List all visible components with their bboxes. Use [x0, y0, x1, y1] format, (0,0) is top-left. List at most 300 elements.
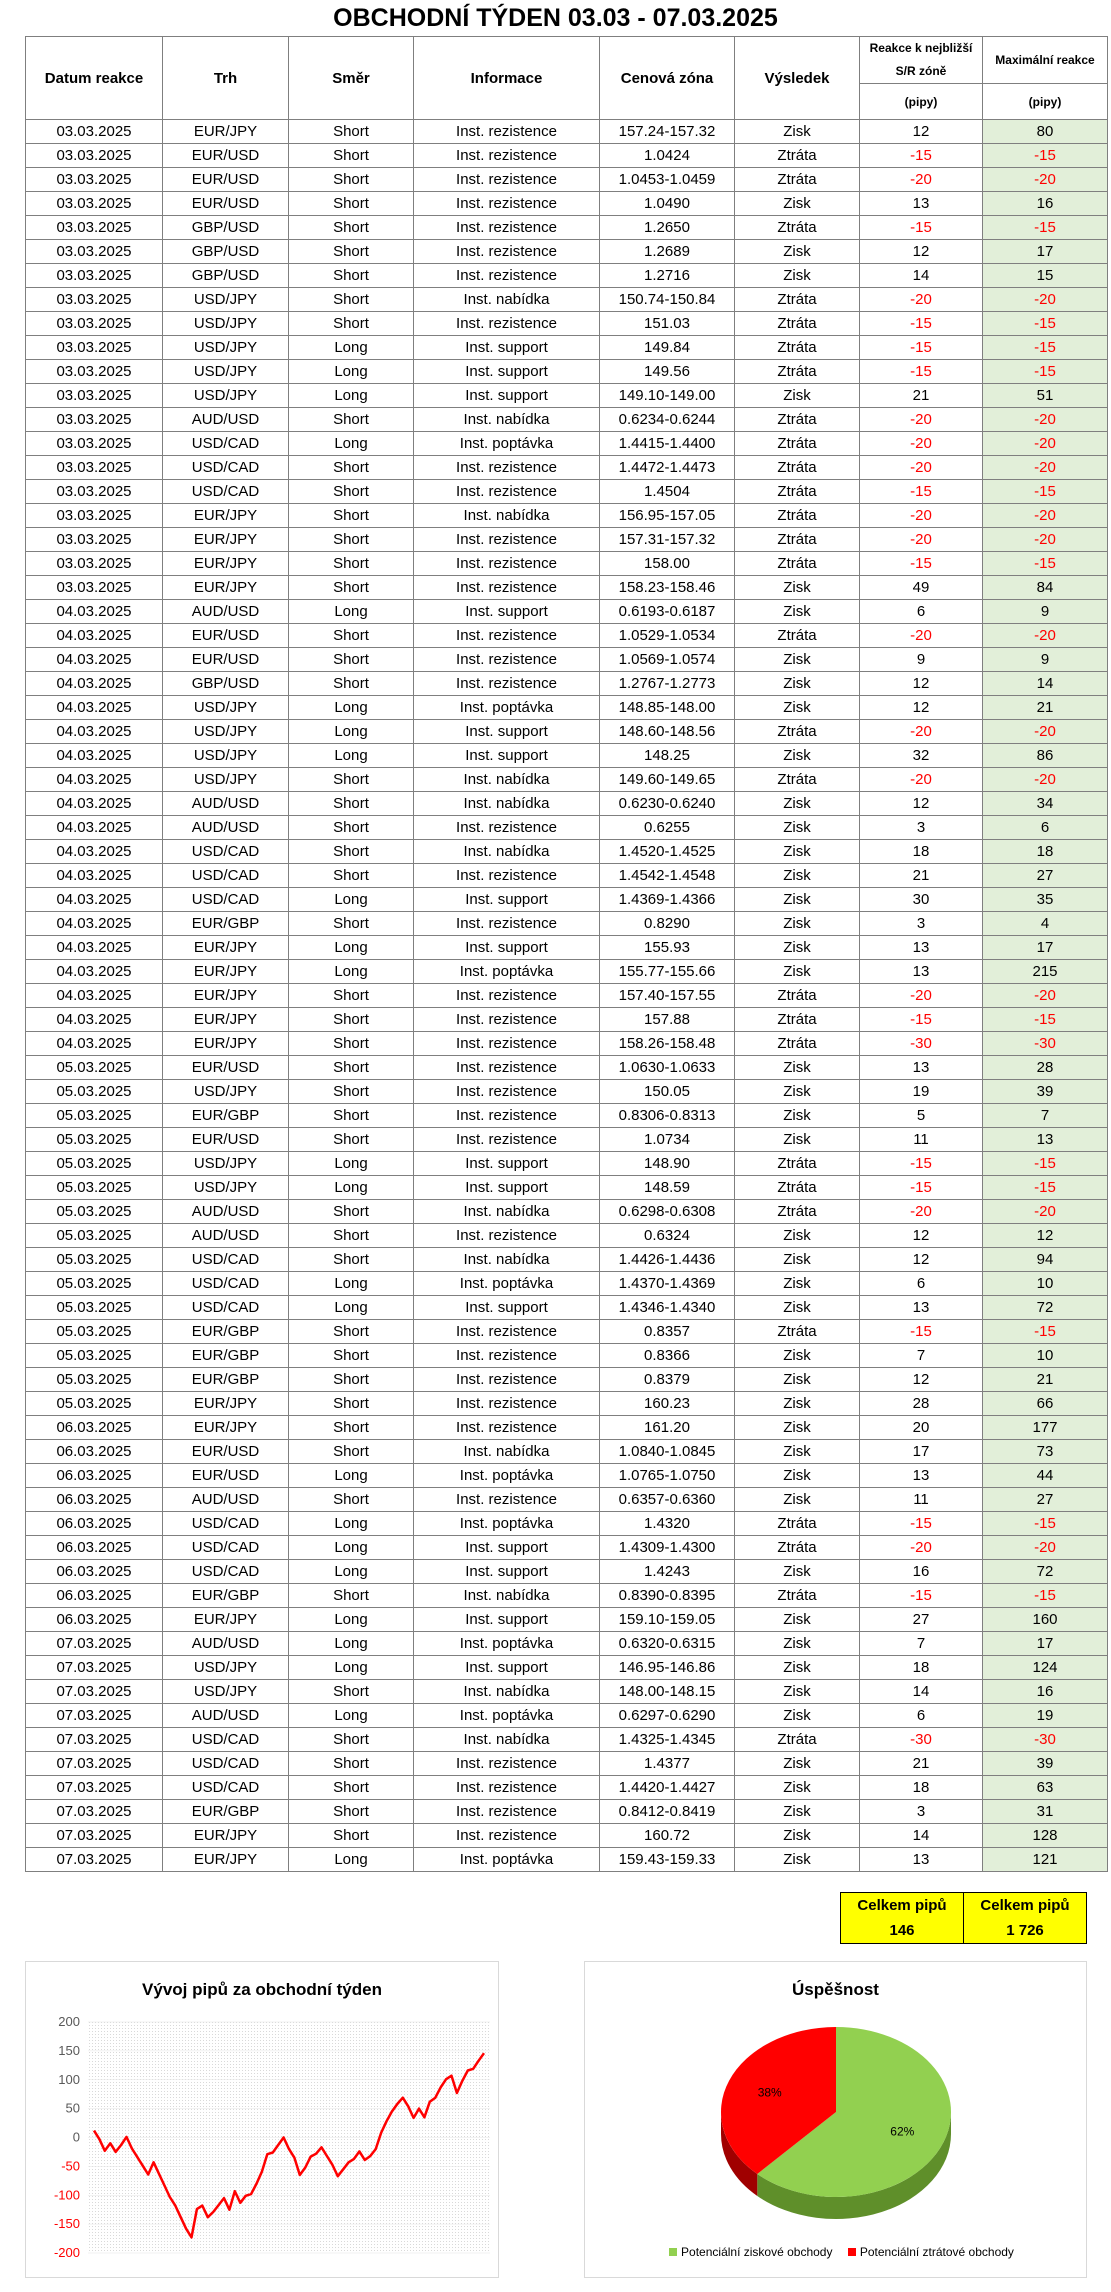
- table-row: [26, 1656, 1108, 1680]
- cell-direction: Short: [289, 840, 414, 864]
- cell-date: 04.03.2025: [26, 648, 163, 672]
- cell-date: 03.03.2025: [26, 192, 163, 216]
- cell-max: -20: [983, 1200, 1108, 1224]
- cell-direction: Long: [289, 1296, 414, 1320]
- cell-info: Inst. rezistence: [414, 816, 600, 840]
- cell-zone: 1.4415-1.4400: [600, 432, 735, 456]
- cell-reaction: 14: [860, 264, 983, 288]
- cell-result: Ztráta: [735, 1200, 860, 1224]
- cell-info: Inst. rezistence: [414, 1368, 600, 1392]
- cell-market: EUR/USD: [163, 648, 289, 672]
- total-reaction-label: Celkem pipů: [857, 1897, 947, 1914]
- cell-max: 14: [983, 672, 1108, 696]
- cell-direction: Short: [289, 1416, 414, 1440]
- table-row: [26, 696, 1108, 720]
- cell-result: Zisk: [735, 912, 860, 936]
- cell-info: Inst. nabídka: [414, 792, 600, 816]
- cell-zone: 0.6297-0.6290: [600, 1704, 735, 1728]
- cell-direction: Short: [289, 120, 414, 144]
- y-tick-label: 50: [65, 2100, 80, 2116]
- cell-date: 03.03.2025: [26, 312, 163, 336]
- cell-market: EUR/USD: [163, 144, 289, 168]
- cell-date: 03.03.2025: [26, 288, 163, 312]
- cell-market: GBP/USD: [163, 216, 289, 240]
- cell-market: USD/JPY: [163, 1080, 289, 1104]
- cell-zone: 1.4369-1.4366: [600, 888, 735, 912]
- cell-date: 05.03.2025: [26, 1320, 163, 1344]
- cell-market: USD/CAD: [163, 1728, 289, 1752]
- cell-result: Ztráta: [735, 144, 860, 168]
- cell-zone: 0.8290: [600, 912, 735, 936]
- cell-result: Zisk: [735, 1704, 860, 1728]
- cell-info: Inst. rezistence: [414, 240, 600, 264]
- cell-reaction: 13: [860, 1296, 983, 1320]
- cell-reaction: 5: [860, 1104, 983, 1128]
- cell-result: Zisk: [735, 864, 860, 888]
- cell-direction: Short: [289, 288, 414, 312]
- y-tick-label: 200: [58, 2014, 80, 2029]
- header-market: Trh: [163, 37, 289, 120]
- cell-info: Inst. support: [414, 1536, 600, 1560]
- cell-date: 03.03.2025: [26, 168, 163, 192]
- table-row: [26, 1584, 1108, 1608]
- table-row: [26, 1776, 1108, 1800]
- cell-info: Inst. nabídka: [414, 504, 600, 528]
- cell-result: Zisk: [735, 1392, 860, 1416]
- cell-direction: Short: [289, 1056, 414, 1080]
- table-row: [26, 1368, 1108, 1392]
- cell-market: AUD/USD: [163, 408, 289, 432]
- cell-market: EUR/GBP: [163, 1368, 289, 1392]
- cell-max: 19: [983, 1704, 1108, 1728]
- cell-reaction: 9: [860, 648, 983, 672]
- cell-max: -20: [983, 456, 1108, 480]
- cell-result: Ztráta: [735, 1032, 860, 1056]
- cell-info: Inst. support: [414, 1608, 600, 1632]
- header-max-unit: (pipy): [983, 84, 1108, 120]
- cell-result: Ztráta: [735, 984, 860, 1008]
- cell-reaction: 13: [860, 960, 983, 984]
- cell-reaction: 12: [860, 1368, 983, 1392]
- cell-reaction: -20: [860, 1200, 983, 1224]
- cell-max: -20: [983, 768, 1108, 792]
- cell-info: Inst. poptávka: [414, 432, 600, 456]
- cell-result: Zisk: [735, 1416, 860, 1440]
- cell-reaction: 27: [860, 1608, 983, 1632]
- cell-market: USD/CAD: [163, 480, 289, 504]
- cell-result: Zisk: [735, 1344, 860, 1368]
- cell-reaction: 28: [860, 1392, 983, 1416]
- y-tick-label: -50: [61, 2158, 80, 2174]
- cell-info: Inst. support: [414, 360, 600, 384]
- cell-direction: Short: [289, 552, 414, 576]
- cell-market: USD/JPY: [163, 384, 289, 408]
- cell-date: 07.03.2025: [26, 1776, 163, 1800]
- cell-reaction: -15: [860, 216, 983, 240]
- cell-max: 27: [983, 1488, 1108, 1512]
- cell-reaction: -15: [860, 336, 983, 360]
- cell-date: 03.03.2025: [26, 432, 163, 456]
- cell-zone: 148.85-148.00: [600, 696, 735, 720]
- cell-market: GBP/USD: [163, 672, 289, 696]
- cell-result: Zisk: [735, 1440, 860, 1464]
- cell-date: 03.03.2025: [26, 528, 163, 552]
- cell-market: EUR/GBP: [163, 1344, 289, 1368]
- cell-reaction: 14: [860, 1824, 983, 1848]
- total-max-value: 1 726: [1006, 1922, 1044, 1939]
- cell-market: EUR/USD: [163, 168, 289, 192]
- cell-direction: Short: [289, 1344, 414, 1368]
- cell-info: Inst. rezistence: [414, 312, 600, 336]
- cell-max: 9: [983, 648, 1108, 672]
- cell-zone: 0.6298-0.6308: [600, 1200, 735, 1224]
- cell-info: Inst. support: [414, 744, 600, 768]
- cell-max: -15: [983, 480, 1108, 504]
- cell-result: Zisk: [735, 576, 860, 600]
- cell-reaction: -20: [860, 720, 983, 744]
- cell-reaction: 32: [860, 744, 983, 768]
- cell-zone: 0.8390-0.8395: [600, 1584, 735, 1608]
- table-row: [26, 1536, 1108, 1560]
- cell-zone: 1.0765-1.0750: [600, 1464, 735, 1488]
- cell-max: -20: [983, 288, 1108, 312]
- cell-max: 15: [983, 264, 1108, 288]
- cell-result: Ztráta: [735, 312, 860, 336]
- cell-direction: Short: [289, 864, 414, 888]
- cell-max: 10: [983, 1272, 1108, 1296]
- cell-max: 17: [983, 240, 1108, 264]
- cell-date: 04.03.2025: [26, 720, 163, 744]
- cell-reaction: 7: [860, 1632, 983, 1656]
- trade-table: [25, 36, 1108, 1872]
- cell-result: Zisk: [735, 192, 860, 216]
- y-tick-label: -100: [53, 2187, 80, 2203]
- cell-result: Ztráta: [735, 480, 860, 504]
- cell-result: Zisk: [735, 696, 860, 720]
- cell-max: -15: [983, 336, 1108, 360]
- table-row: [26, 480, 1108, 504]
- cell-max: 44: [983, 1464, 1108, 1488]
- cell-max: 21: [983, 1368, 1108, 1392]
- cell-result: Zisk: [735, 120, 860, 144]
- cell-market: EUR/JPY: [163, 120, 289, 144]
- cell-max: 4: [983, 912, 1108, 936]
- cell-zone: 155.77-155.66: [600, 960, 735, 984]
- cell-market: USD/CAD: [163, 1776, 289, 1800]
- cell-info: Inst. rezistence: [414, 1800, 600, 1824]
- cell-info: Inst. rezistence: [414, 1104, 600, 1128]
- cell-info: Inst. nabídka: [414, 1248, 600, 1272]
- cell-date: 04.03.2025: [26, 960, 163, 984]
- table-row: [26, 552, 1108, 576]
- table-row: [26, 816, 1108, 840]
- cell-date: 05.03.2025: [26, 1392, 163, 1416]
- cell-market: USD/JPY: [163, 312, 289, 336]
- cell-direction: Short: [289, 1440, 414, 1464]
- cell-date: 03.03.2025: [26, 120, 163, 144]
- total-max-box: [963, 1892, 1087, 1944]
- table-row: [26, 528, 1108, 552]
- cell-result: Zisk: [735, 1272, 860, 1296]
- cell-result: Zisk: [735, 1080, 860, 1104]
- cell-result: Ztráta: [735, 1512, 860, 1536]
- cell-market: EUR/JPY: [163, 1608, 289, 1632]
- cell-result: Zisk: [735, 240, 860, 264]
- table-row: [26, 1224, 1108, 1248]
- cell-max: 63: [983, 1776, 1108, 1800]
- cell-max: 16: [983, 192, 1108, 216]
- table-row: [26, 1008, 1108, 1032]
- cell-result: Ztráta: [735, 1008, 860, 1032]
- cell-direction: Short: [289, 1320, 414, 1344]
- cell-market: EUR/JPY: [163, 504, 289, 528]
- table-row: [26, 1512, 1108, 1536]
- cell-max: 17: [983, 1632, 1108, 1656]
- cell-date: 05.03.2025: [26, 1344, 163, 1368]
- cell-direction: Short: [289, 1080, 414, 1104]
- cell-result: Ztráta: [735, 1152, 860, 1176]
- cell-max: 10: [983, 1344, 1108, 1368]
- cell-info: Inst. rezistence: [414, 528, 600, 552]
- cell-date: 06.03.2025: [26, 1416, 163, 1440]
- cell-info: Inst. rezistence: [414, 1320, 600, 1344]
- cell-result: Zisk: [735, 1632, 860, 1656]
- cell-direction: Short: [289, 1824, 414, 1848]
- cell-info: Inst. rezistence: [414, 624, 600, 648]
- cell-market: USD/CAD: [163, 1512, 289, 1536]
- cell-market: AUD/USD: [163, 600, 289, 624]
- cell-reaction: 3: [860, 816, 983, 840]
- cell-info: Inst. rezistence: [414, 984, 600, 1008]
- cell-date: 03.03.2025: [26, 408, 163, 432]
- cell-date: 03.03.2025: [26, 480, 163, 504]
- cell-reaction: -15: [860, 1176, 983, 1200]
- cell-max: 17: [983, 936, 1108, 960]
- pie-chart-panel: [584, 1961, 1087, 2278]
- cell-max: 94: [983, 1248, 1108, 1272]
- table-row: [26, 1128, 1108, 1152]
- cell-date: 05.03.2025: [26, 1128, 163, 1152]
- cell-zone: 1.4370-1.4369: [600, 1272, 735, 1296]
- cell-info: Inst. rezistence: [414, 1824, 600, 1848]
- cell-max: 215: [983, 960, 1108, 984]
- cell-direction: Long: [289, 432, 414, 456]
- legend-label-loss: Potenciální ztrátové obchody: [859, 2245, 1014, 2259]
- line-chart-panel: [25, 1961, 499, 2278]
- header-direction: Směr: [289, 37, 414, 120]
- table-row: [26, 1080, 1108, 1104]
- cell-max: -15: [983, 1176, 1108, 1200]
- cell-zone: 1.0569-1.0574: [600, 648, 735, 672]
- cell-max: 12: [983, 1224, 1108, 1248]
- legend-swatch-loss: [848, 2248, 856, 2256]
- cell-zone: 148.25: [600, 744, 735, 768]
- cell-max: 73: [983, 1440, 1108, 1464]
- cell-info: Inst. nabídka: [414, 1200, 600, 1224]
- cell-zone: 148.59: [600, 1176, 735, 1200]
- cell-result: Zisk: [735, 1560, 860, 1584]
- cell-max: 6: [983, 816, 1108, 840]
- cell-direction: Long: [289, 1632, 414, 1656]
- cell-date: 06.03.2025: [26, 1440, 163, 1464]
- table-row: [26, 720, 1108, 744]
- table-row: [26, 1464, 1108, 1488]
- cell-result: Ztráta: [735, 408, 860, 432]
- cell-zone: 0.6324: [600, 1224, 735, 1248]
- cell-date: 06.03.2025: [26, 1488, 163, 1512]
- cell-date: 06.03.2025: [26, 1512, 163, 1536]
- cell-info: Inst. nabídka: [414, 1680, 600, 1704]
- table-row: [26, 120, 1108, 144]
- cell-info: Inst. rezistence: [414, 576, 600, 600]
- cell-zone: 148.90: [600, 1152, 735, 1176]
- cell-direction: Long: [289, 1560, 414, 1584]
- cell-zone: 1.0453-1.0459: [600, 168, 735, 192]
- cell-date: 03.03.2025: [26, 456, 163, 480]
- table-row: [26, 432, 1108, 456]
- cell-zone: 0.6357-0.6360: [600, 1488, 735, 1512]
- table-row: [26, 1344, 1108, 1368]
- cell-max: 72: [983, 1296, 1108, 1320]
- table-row: [26, 240, 1108, 264]
- table-row: [26, 1440, 1108, 1464]
- cell-direction: Short: [289, 1128, 414, 1152]
- cell-result: Zisk: [735, 1368, 860, 1392]
- table-row: [26, 600, 1108, 624]
- cell-result: Ztráta: [735, 720, 860, 744]
- cell-market: EUR/JPY: [163, 1032, 289, 1056]
- table-row: [26, 1608, 1108, 1632]
- cell-reaction: -15: [860, 1512, 983, 1536]
- cell-market: AUD/USD: [163, 1704, 289, 1728]
- table-row: [26, 168, 1108, 192]
- cell-max: -15: [983, 1584, 1108, 1608]
- cell-market: USD/JPY: [163, 768, 289, 792]
- cell-reaction: 6: [860, 1704, 983, 1728]
- table-row: [26, 1272, 1108, 1296]
- table-row: [26, 1752, 1108, 1776]
- cell-info: Inst. support: [414, 600, 600, 624]
- cell-market: USD/CAD: [163, 1296, 289, 1320]
- table-row: [26, 984, 1108, 1008]
- cell-info: Inst. rezistence: [414, 1032, 600, 1056]
- cell-info: Inst. support: [414, 1152, 600, 1176]
- cell-date: 05.03.2025: [26, 1272, 163, 1296]
- cell-direction: Short: [289, 240, 414, 264]
- table-row: [26, 1320, 1108, 1344]
- cell-market: USD/CAD: [163, 1536, 289, 1560]
- cell-market: EUR/JPY: [163, 936, 289, 960]
- cell-market: EUR/JPY: [163, 552, 289, 576]
- cell-info: Inst. nabídka: [414, 768, 600, 792]
- table-row: [26, 1152, 1108, 1176]
- table-row: [26, 1104, 1108, 1128]
- cell-direction: Short: [289, 1728, 414, 1752]
- table-row: [26, 1560, 1108, 1584]
- cell-date: 06.03.2025: [26, 1464, 163, 1488]
- cell-info: Inst. nabídka: [414, 840, 600, 864]
- header-info: Informace: [414, 37, 600, 120]
- cell-info: Inst. nabídka: [414, 408, 600, 432]
- cell-market: USD/CAD: [163, 864, 289, 888]
- cell-info: Inst. rezistence: [414, 552, 600, 576]
- cell-info: Inst. rezistence: [414, 120, 600, 144]
- cell-info: Inst. support: [414, 1560, 600, 1584]
- cell-market: USD/JPY: [163, 1152, 289, 1176]
- cell-market: GBP/USD: [163, 240, 289, 264]
- cell-reaction: -20: [860, 1536, 983, 1560]
- cell-max: 31: [983, 1800, 1108, 1824]
- cell-info: Inst. nabídka: [414, 288, 600, 312]
- cell-reaction: 13: [860, 1056, 983, 1080]
- cell-date: 03.03.2025: [26, 264, 163, 288]
- cell-direction: Long: [289, 1152, 414, 1176]
- y-tick-label: -200: [53, 2245, 80, 2260]
- cell-date: 03.03.2025: [26, 384, 163, 408]
- cell-result: Zisk: [735, 936, 860, 960]
- table-row: [26, 624, 1108, 648]
- cell-reaction: 18: [860, 1656, 983, 1680]
- cell-zone: 0.6193-0.6187: [600, 600, 735, 624]
- cell-zone: 0.6255: [600, 816, 735, 840]
- cell-result: Ztráta: [735, 360, 860, 384]
- cell-direction: Long: [289, 1272, 414, 1296]
- cell-reaction: 12: [860, 1248, 983, 1272]
- cell-reaction: 13: [860, 936, 983, 960]
- cell-max: 39: [983, 1752, 1108, 1776]
- cell-date: 04.03.2025: [26, 600, 163, 624]
- cell-direction: Long: [289, 1512, 414, 1536]
- cell-info: Inst. rezistence: [414, 216, 600, 240]
- cell-market: EUR/USD: [163, 1440, 289, 1464]
- cell-reaction: 49: [860, 576, 983, 600]
- cell-max: -15: [983, 552, 1108, 576]
- cell-zone: 0.8357: [600, 1320, 735, 1344]
- cell-direction: Short: [289, 1368, 414, 1392]
- cell-reaction: -15: [860, 1008, 983, 1032]
- cell-zone: 1.0529-1.0534: [600, 624, 735, 648]
- cell-direction: Short: [289, 912, 414, 936]
- cell-direction: Short: [289, 1584, 414, 1608]
- cell-max: 18: [983, 840, 1108, 864]
- cell-info: Inst. rezistence: [414, 1392, 600, 1416]
- cell-max: -30: [983, 1032, 1108, 1056]
- cell-zone: 1.4420-1.4427: [600, 1776, 735, 1800]
- cell-result: Zisk: [735, 1824, 860, 1848]
- table-row: [26, 1824, 1108, 1848]
- cell-zone: 148.00-148.15: [600, 1680, 735, 1704]
- cell-date: 05.03.2025: [26, 1056, 163, 1080]
- cell-reaction: 19: [860, 1080, 983, 1104]
- cell-reaction: -15: [860, 144, 983, 168]
- cell-reaction: 14: [860, 1680, 983, 1704]
- cell-info: Inst. support: [414, 1296, 600, 1320]
- table-row: [26, 360, 1108, 384]
- cell-date: 07.03.2025: [26, 1704, 163, 1728]
- cell-date: 04.03.2025: [26, 864, 163, 888]
- pie-data-label: 38%: [757, 2085, 782, 2100]
- cell-result: Zisk: [735, 960, 860, 984]
- cell-zone: 1.4472-1.4473: [600, 456, 735, 480]
- cell-info: Inst. rezistence: [414, 912, 600, 936]
- cell-zone: 1.0424: [600, 144, 735, 168]
- cell-result: Ztráta: [735, 1584, 860, 1608]
- cell-max: 177: [983, 1416, 1108, 1440]
- cell-direction: Long: [289, 1656, 414, 1680]
- cell-max: 16: [983, 1680, 1108, 1704]
- y-tick-label: 150: [58, 2042, 80, 2058]
- cell-info: Inst. rezistence: [414, 1416, 600, 1440]
